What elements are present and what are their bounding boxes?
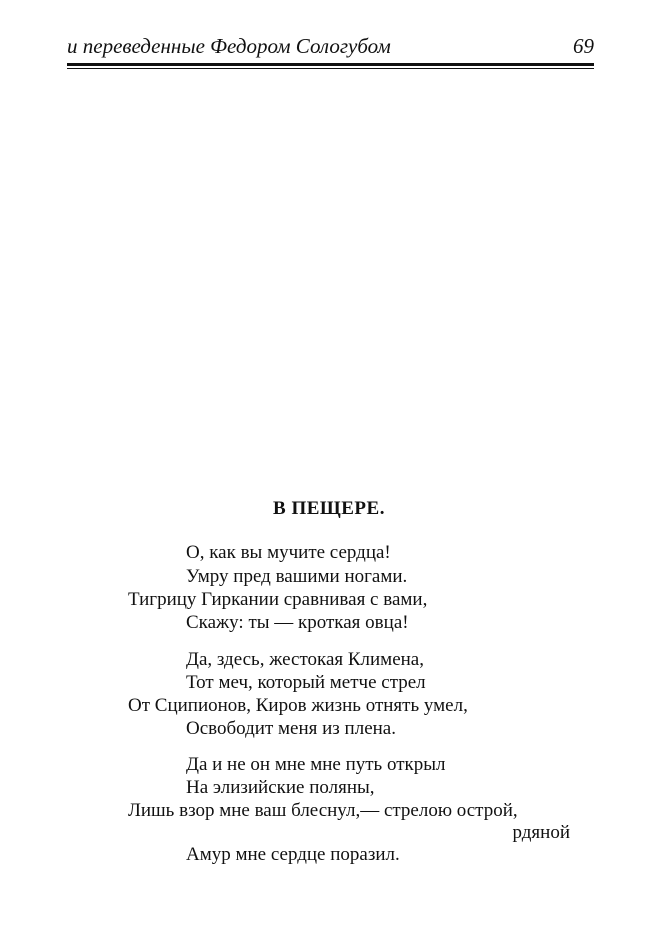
poem-line: Да, здесь, жестокая Климена, bbox=[186, 649, 424, 670]
poem-line: На элизийские поляны, bbox=[186, 777, 375, 798]
poem-line: Скажу: ты — кроткая овца! bbox=[186, 612, 409, 633]
poem-title: В ПЕЩЕРЕ. bbox=[273, 498, 385, 519]
header-rule-thick bbox=[67, 63, 594, 66]
poem-line-turnover: рдяной bbox=[512, 822, 570, 843]
running-header bbox=[67, 30, 594, 60]
header-rule-thin bbox=[67, 68, 594, 69]
poem-line: От Сципионов, Киров жизнь отнять умел, bbox=[128, 695, 468, 716]
poem-line: О, как вы мучите сердца! bbox=[186, 542, 391, 563]
poem-line: Да и не он мне мне путь открыл bbox=[186, 754, 446, 775]
poem-line: Тигрицу Гиркании сравнивая с вами, bbox=[128, 589, 428, 610]
poem-line: Умру пред вашими ногами. bbox=[186, 566, 408, 587]
poem-line: Лишь взор мне ваш блеснул,— стрелою острой, bbox=[128, 800, 518, 821]
poem-line: Освободит меня из плена. bbox=[186, 718, 396, 739]
poem-line: Амур мне сердце поразил. bbox=[186, 844, 400, 865]
running-title: и переведенные Федором Сологубом bbox=[67, 34, 391, 58]
page-number: 69 bbox=[573, 34, 594, 58]
poem-line: Тот меч, который метче стрел bbox=[186, 672, 426, 693]
